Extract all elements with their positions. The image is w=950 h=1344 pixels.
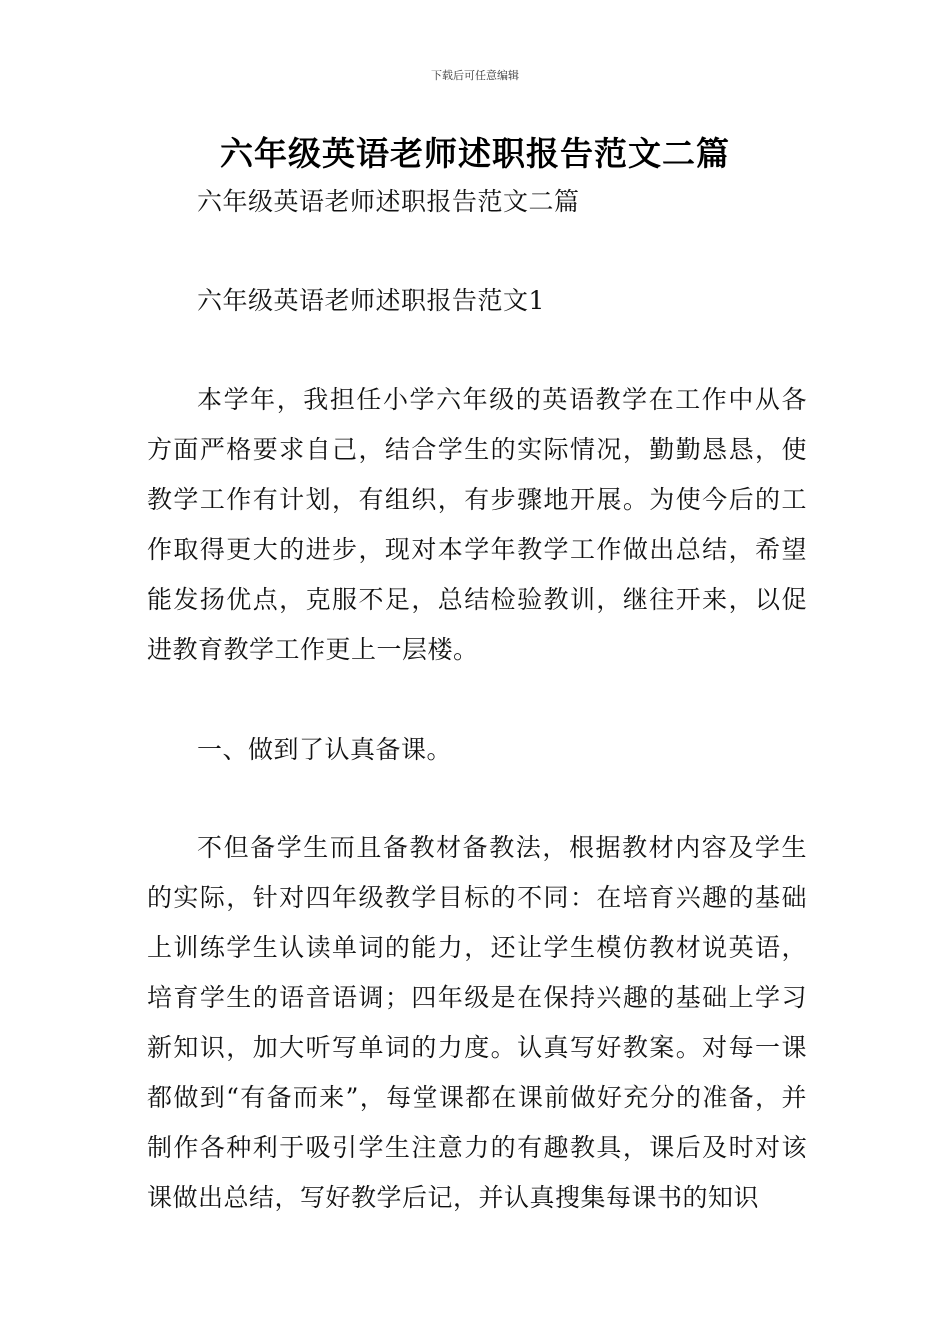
document-title: 六年级英语老师述职报告范文二篇 — [220, 134, 730, 173]
header-note: 下载后可任意编辑 — [431, 69, 519, 82]
body-paragraph-preparation: 不但备学生而且备教材备教法，根据教材内容及学生的实际，针对四年级教学目标的不同：在培育兴趣的基础上训练学生认读单词的能力，还让学生模仿教材说英语，培育学生的语音语调；四年级是在保持兴趣的基础上学习新知识，加大听写单词的力度。认真写好教案。对每一课都做到“有备而来”，每堂课都在课前做好充分的准备，并制作各种利于吸引学生注意力的有趣教具，课后及时对该课做出总结，写好教学后记，并认真搜集每课书的知识 — [147, 833, 807, 1212]
section-heading-preparation: 一、做到了认真备课。 — [197, 735, 453, 764]
body-paragraph-intro: 本学年，我担任小学六年级的英语教学在工作中从各方面严格要求自己，结合学生的实际情况，勤勤恳恳，使教学工作有计划，有组织，有步骤地开展。为使今后的工作取得更大的进步，现对本学年教学工作做出总结，希望能发扬优点，克服不足，总结检验教训，继往开来，以促进教育教学工作更上一层楼。 — [147, 385, 807, 664]
subtitle-paragraph: 六年级英语老师述职报告范文二篇 — [197, 187, 580, 216]
section-heading-report-1: 六年级英语老师述职报告范文1 — [197, 286, 545, 315]
